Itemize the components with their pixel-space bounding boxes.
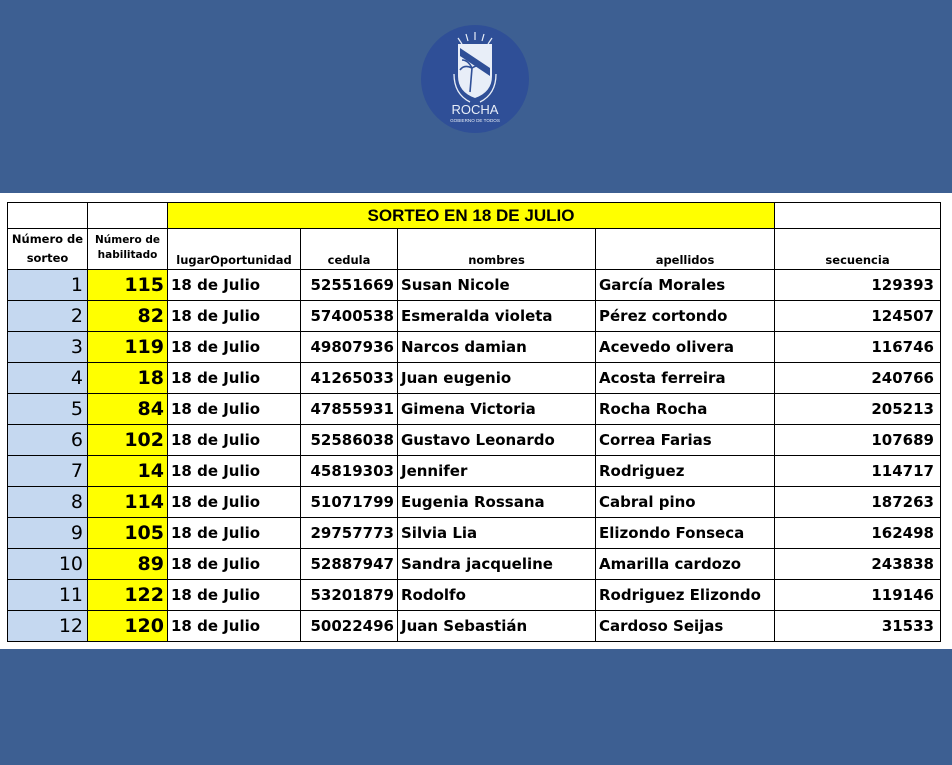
cell-numero-sorteo: 6 bbox=[8, 425, 88, 456]
cell-lugar: 18 de Julio bbox=[168, 425, 301, 456]
cell-numero-habilitado: 122 bbox=[88, 580, 168, 611]
cell-apellidos: Rodriguez Elizondo bbox=[596, 580, 775, 611]
header-numero-sorteo: Número de sorteo bbox=[8, 229, 88, 270]
cell-lugar: 18 de Julio bbox=[168, 518, 301, 549]
table-row bbox=[8, 301, 941, 332]
cell-apellidos: Cardoso Seijas bbox=[596, 611, 775, 642]
cell-numero-habilitado: 119 bbox=[88, 332, 168, 363]
cell-numero-habilitado: 114 bbox=[88, 487, 168, 518]
cell-nombres: Sandra jacqueline bbox=[398, 549, 596, 580]
cell-cedula: 41265033 bbox=[301, 363, 398, 394]
cell-lugar: 18 de Julio bbox=[168, 611, 301, 642]
header-secuencia: secuencia bbox=[775, 229, 941, 270]
cell-numero-sorteo: 12 bbox=[8, 611, 88, 642]
cell-lugar: 18 de Julio bbox=[168, 363, 301, 394]
cell-secuencia: 124507 bbox=[775, 301, 941, 332]
cell-numero-sorteo: 5 bbox=[8, 394, 88, 425]
cell-lugar: 18 de Julio bbox=[168, 487, 301, 518]
cell-numero-sorteo: 2 bbox=[8, 301, 88, 332]
cell-cedula: 29757773 bbox=[301, 518, 398, 549]
title-blank-1 bbox=[8, 203, 88, 229]
cell-apellidos: Acosta ferreira bbox=[596, 363, 775, 394]
cell-secuencia: 107689 bbox=[775, 425, 941, 456]
cell-nombres: Susan Nicole bbox=[398, 270, 596, 301]
cell-lugar: 18 de Julio bbox=[168, 580, 301, 611]
cell-nombres: Rodolfo bbox=[398, 580, 596, 611]
cell-apellidos: Rodriguez bbox=[596, 456, 775, 487]
table-row bbox=[8, 363, 941, 394]
cell-apellidos: García Morales bbox=[596, 270, 775, 301]
cell-nombres: Gustavo Leonardo bbox=[398, 425, 596, 456]
table-row bbox=[8, 456, 941, 487]
cell-secuencia: 129393 bbox=[775, 270, 941, 301]
cell-nombres: Esmeralda violeta bbox=[398, 301, 596, 332]
header-nombres: nombres bbox=[398, 229, 596, 270]
table-row bbox=[8, 425, 941, 456]
cell-secuencia: 119146 bbox=[775, 580, 941, 611]
cell-numero-sorteo: 10 bbox=[8, 549, 88, 580]
cell-numero-habilitado: 115 bbox=[88, 270, 168, 301]
sorteo-table bbox=[7, 202, 941, 642]
cell-numero-sorteo: 8 bbox=[8, 487, 88, 518]
rocha-logo bbox=[420, 24, 530, 134]
cell-secuencia: 116746 bbox=[775, 332, 941, 363]
cell-numero-sorteo: 3 bbox=[8, 332, 88, 363]
table-title: SORTEO EN 18 DE JULIO bbox=[168, 203, 775, 229]
cell-numero-sorteo: 11 bbox=[8, 580, 88, 611]
cell-numero-sorteo: 9 bbox=[8, 518, 88, 549]
cell-numero-habilitado: 105 bbox=[88, 518, 168, 549]
cell-lugar: 18 de Julio bbox=[168, 549, 301, 580]
cell-cedula: 50022496 bbox=[301, 611, 398, 642]
cell-apellidos: Elizondo Fonseca bbox=[596, 518, 775, 549]
cell-nombres: Gimena Victoria bbox=[398, 394, 596, 425]
table-row bbox=[8, 394, 941, 425]
table-row bbox=[8, 580, 941, 611]
cell-secuencia: 31533 bbox=[775, 611, 941, 642]
cell-lugar: 18 de Julio bbox=[168, 456, 301, 487]
cell-apellidos: Correa Farias bbox=[596, 425, 775, 456]
cell-apellidos: Acevedo olivera bbox=[596, 332, 775, 363]
cell-numero-habilitado: 14 bbox=[88, 456, 168, 487]
rocha-seal-icon bbox=[420, 24, 530, 134]
cell-numero-habilitado: 82 bbox=[88, 301, 168, 332]
table-row bbox=[8, 611, 941, 642]
cell-secuencia: 114717 bbox=[775, 456, 941, 487]
cell-nombres: Eugenia Rossana bbox=[398, 487, 596, 518]
cell-cedula: 52586038 bbox=[301, 425, 398, 456]
table-row bbox=[8, 270, 941, 301]
table-row bbox=[8, 518, 941, 549]
cell-lugar: 18 de Julio bbox=[168, 332, 301, 363]
cell-secuencia: 243838 bbox=[775, 549, 941, 580]
table-row bbox=[8, 332, 941, 363]
title-blank-2 bbox=[88, 203, 168, 229]
cell-apellidos: Cabral pino bbox=[596, 487, 775, 518]
cell-lugar: 18 de Julio bbox=[168, 270, 301, 301]
cell-numero-sorteo: 1 bbox=[8, 270, 88, 301]
header-lugar: lugarOportunidad bbox=[168, 229, 301, 270]
footer-band bbox=[0, 649, 952, 765]
header-numero-habilitado: Número de habilitado bbox=[88, 229, 168, 270]
cell-nombres: Juan eugenio bbox=[398, 363, 596, 394]
header-band bbox=[0, 0, 952, 193]
header-apellidos: apellidos bbox=[596, 229, 775, 270]
cell-apellidos: Pérez cortondo bbox=[596, 301, 775, 332]
cell-cedula: 47855931 bbox=[301, 394, 398, 425]
cell-nombres: Silvia Lia bbox=[398, 518, 596, 549]
cell-numero-habilitado: 84 bbox=[88, 394, 168, 425]
cell-nombres: Jennifer bbox=[398, 456, 596, 487]
cell-numero-habilitado: 120 bbox=[88, 611, 168, 642]
cell-apellidos: Rocha Rocha bbox=[596, 394, 775, 425]
cell-nombres: Juan Sebastián bbox=[398, 611, 596, 642]
logo-subtitle: GOBIERNO DE TODOS bbox=[450, 118, 500, 123]
cell-numero-habilitado: 102 bbox=[88, 425, 168, 456]
cell-apellidos: Amarilla cardozo bbox=[596, 549, 775, 580]
cell-cedula: 52887947 bbox=[301, 549, 398, 580]
cell-lugar: 18 de Julio bbox=[168, 394, 301, 425]
cell-cedula: 45819303 bbox=[301, 456, 398, 487]
cell-cedula: 52551669 bbox=[301, 270, 398, 301]
cell-cedula: 49807936 bbox=[301, 332, 398, 363]
table-row bbox=[8, 487, 941, 518]
cell-numero-habilitado: 18 bbox=[88, 363, 168, 394]
cell-numero-habilitado: 89 bbox=[88, 549, 168, 580]
title-blank-3 bbox=[775, 203, 941, 229]
cell-secuencia: 187263 bbox=[775, 487, 941, 518]
cell-numero-sorteo: 7 bbox=[8, 456, 88, 487]
cell-secuencia: 205213 bbox=[775, 394, 941, 425]
cell-secuencia: 240766 bbox=[775, 363, 941, 394]
cell-cedula: 53201879 bbox=[301, 580, 398, 611]
table-row bbox=[8, 549, 941, 580]
cell-numero-sorteo: 4 bbox=[8, 363, 88, 394]
cell-secuencia: 162498 bbox=[775, 518, 941, 549]
logo-name: ROCHA bbox=[451, 102, 499, 117]
cell-lugar: 18 de Julio bbox=[168, 301, 301, 332]
cell-cedula: 51071799 bbox=[301, 487, 398, 518]
cell-cedula: 57400538 bbox=[301, 301, 398, 332]
cell-nombres: Narcos damian bbox=[398, 332, 596, 363]
header-cedula: cedula bbox=[301, 229, 398, 270]
